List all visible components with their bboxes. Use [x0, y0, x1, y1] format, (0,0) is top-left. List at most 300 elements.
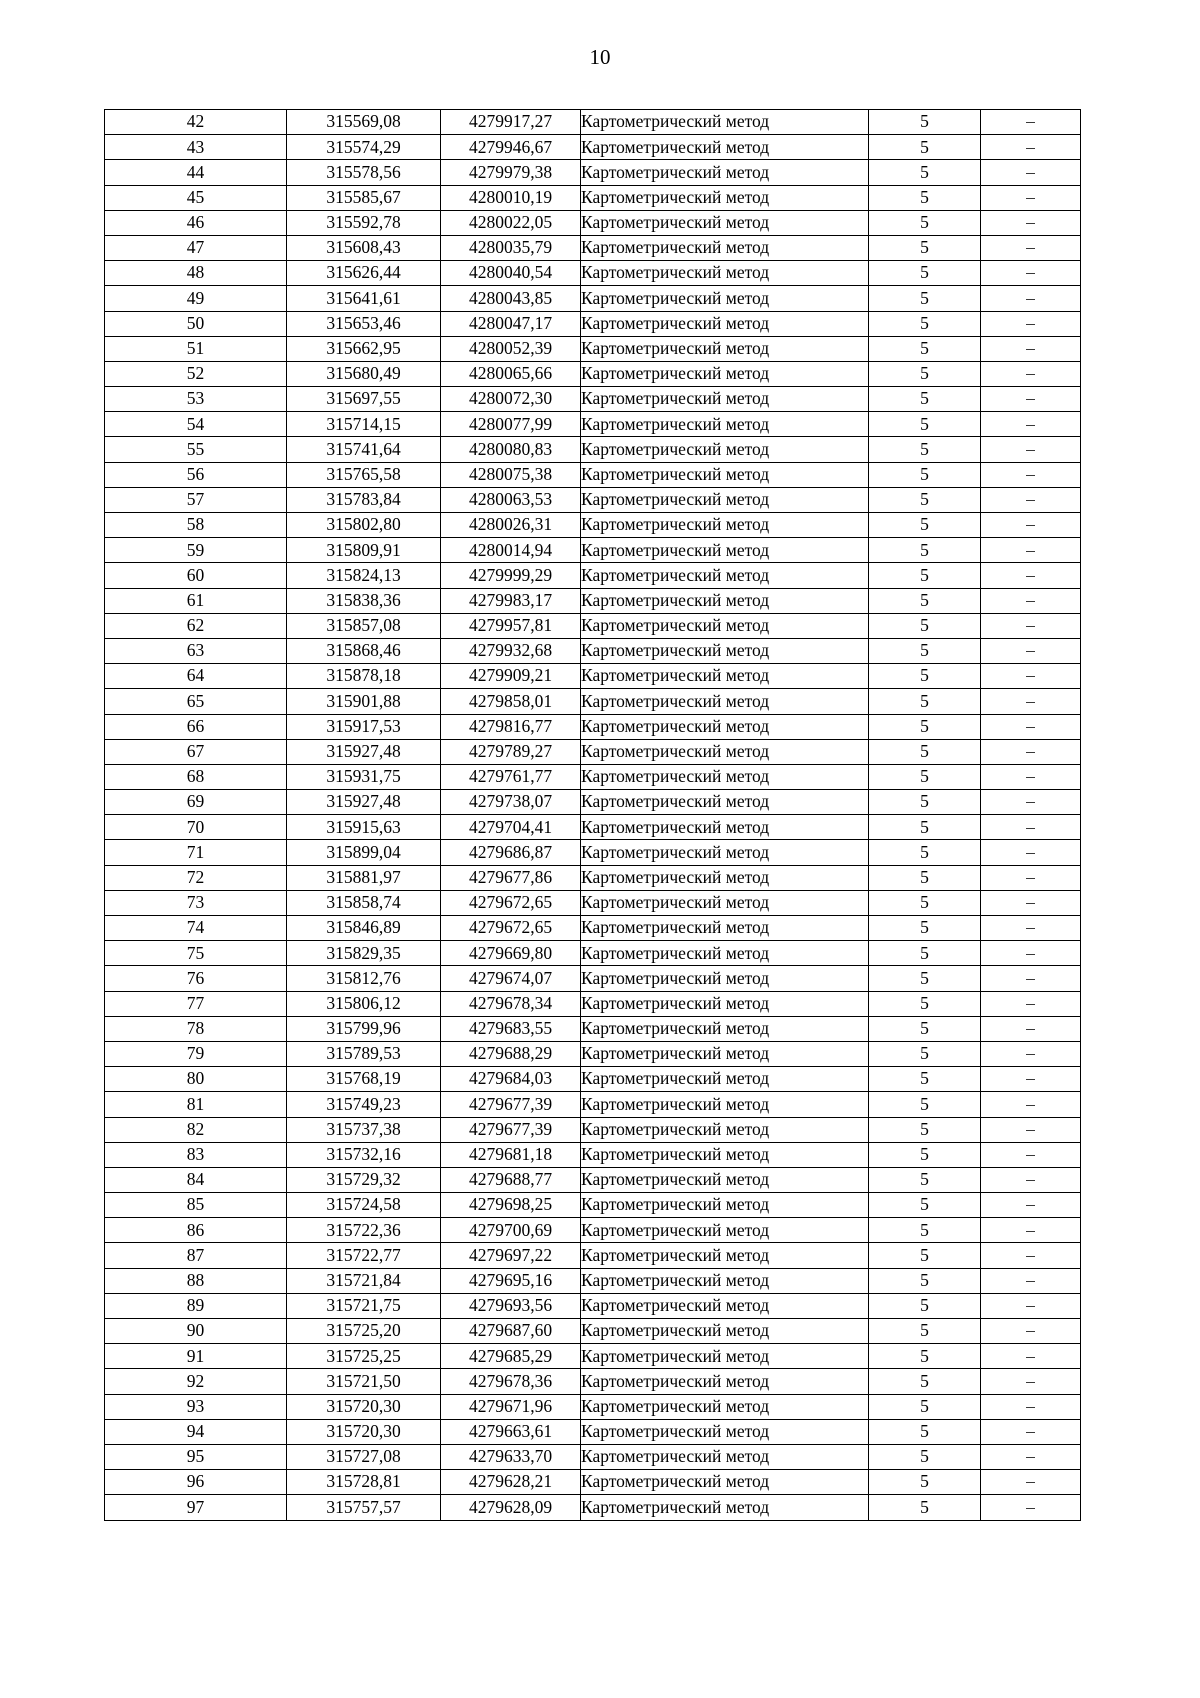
- table-row: [105, 462, 1081, 487]
- table-row: [105, 563, 1081, 588]
- x-coordinate-cell: 315729,32: [287, 1167, 441, 1192]
- table-row: [105, 311, 1081, 336]
- x-coordinate-cell: 315917,53: [287, 714, 441, 739]
- point-number-cell: 96: [105, 1470, 287, 1495]
- table-row: [105, 991, 1081, 1016]
- note-cell: –: [981, 1394, 1081, 1419]
- accuracy-cell: 5: [869, 538, 981, 563]
- method-cell: Картометрический метод: [581, 1369, 869, 1394]
- y-coordinate-cell: 4279683,55: [441, 1016, 581, 1041]
- note-cell: –: [981, 613, 1081, 638]
- accuracy-cell: 5: [869, 1142, 981, 1167]
- accuracy-cell: 5: [869, 1419, 981, 1444]
- y-coordinate-cell: 4280022,05: [441, 210, 581, 235]
- y-coordinate-cell: 4279672,65: [441, 916, 581, 941]
- method-cell: Картометрический метод: [581, 462, 869, 487]
- point-number-cell: 61: [105, 588, 287, 613]
- note-cell: –: [981, 1268, 1081, 1293]
- note-cell: –: [981, 1067, 1081, 1092]
- method-cell: Картометрический метод: [581, 1117, 869, 1142]
- point-number-cell: 53: [105, 387, 287, 412]
- table-row: [105, 941, 1081, 966]
- x-coordinate-cell: 315838,36: [287, 588, 441, 613]
- accuracy-cell: 5: [869, 1444, 981, 1469]
- accuracy-cell: 5: [869, 1117, 981, 1142]
- accuracy-cell: 5: [869, 1394, 981, 1419]
- point-number-cell: 78: [105, 1016, 287, 1041]
- x-coordinate-cell: 315721,75: [287, 1293, 441, 1318]
- point-number-cell: 69: [105, 790, 287, 815]
- x-coordinate-cell: 315578,56: [287, 160, 441, 185]
- y-coordinate-cell: 4280026,31: [441, 513, 581, 538]
- note-cell: –: [981, 790, 1081, 815]
- x-coordinate-cell: 315737,38: [287, 1117, 441, 1142]
- table-row: [105, 689, 1081, 714]
- table-row: [105, 1369, 1081, 1394]
- x-coordinate-cell: 315721,84: [287, 1268, 441, 1293]
- point-number-cell: 90: [105, 1319, 287, 1344]
- note-cell: –: [981, 1444, 1081, 1469]
- method-cell: Картометрический метод: [581, 160, 869, 185]
- y-coordinate-cell: 4280075,38: [441, 462, 581, 487]
- point-number-cell: 68: [105, 764, 287, 789]
- method-cell: Картометрический метод: [581, 412, 869, 437]
- x-coordinate-cell: 315802,80: [287, 513, 441, 538]
- y-coordinate-cell: 4279628,21: [441, 1470, 581, 1495]
- y-coordinate-cell: 4279695,16: [441, 1268, 581, 1293]
- note-cell: –: [981, 513, 1081, 538]
- x-coordinate-cell: 315931,75: [287, 764, 441, 789]
- method-cell: Картометрический метод: [581, 1470, 869, 1495]
- accuracy-cell: 5: [869, 1369, 981, 1394]
- y-coordinate-cell: 4279633,70: [441, 1444, 581, 1469]
- method-cell: Картометрический метод: [581, 538, 869, 563]
- table-row: [105, 538, 1081, 563]
- method-cell: Картометрический метод: [581, 991, 869, 1016]
- table-row: [105, 437, 1081, 462]
- point-number-cell: 82: [105, 1117, 287, 1142]
- method-cell: Картометрический метод: [581, 916, 869, 941]
- point-number-cell: 63: [105, 638, 287, 663]
- table-row: [105, 1394, 1081, 1419]
- point-number-cell: 97: [105, 1495, 287, 1520]
- accuracy-cell: 5: [869, 563, 981, 588]
- point-number-cell: 88: [105, 1268, 287, 1293]
- accuracy-cell: 5: [869, 966, 981, 991]
- x-coordinate-cell: 315722,36: [287, 1218, 441, 1243]
- accuracy-cell: 5: [869, 790, 981, 815]
- x-coordinate-cell: 315727,08: [287, 1444, 441, 1469]
- x-coordinate-cell: 315653,46: [287, 311, 441, 336]
- table-row: [105, 865, 1081, 890]
- method-cell: Картометрический метод: [581, 588, 869, 613]
- point-number-cell: 43: [105, 135, 287, 160]
- y-coordinate-cell: 4279678,36: [441, 1369, 581, 1394]
- point-number-cell: 76: [105, 966, 287, 991]
- table-row: [105, 664, 1081, 689]
- y-coordinate-cell: 4279669,80: [441, 941, 581, 966]
- accuracy-cell: 5: [869, 1495, 981, 1520]
- x-coordinate-cell: 315881,97: [287, 865, 441, 890]
- coordinates-table: [104, 109, 1081, 1521]
- table-row: [105, 210, 1081, 235]
- note-cell: –: [981, 966, 1081, 991]
- y-coordinate-cell: 4279761,77: [441, 764, 581, 789]
- x-coordinate-cell: 315725,20: [287, 1319, 441, 1344]
- point-number-cell: 87: [105, 1243, 287, 1268]
- accuracy-cell: 5: [869, 1067, 981, 1092]
- method-cell: Картометрический метод: [581, 1268, 869, 1293]
- method-cell: Картометрический метод: [581, 1193, 869, 1218]
- y-coordinate-cell: 4279684,03: [441, 1067, 581, 1092]
- y-coordinate-cell: 4279909,21: [441, 664, 581, 689]
- y-coordinate-cell: 4279686,87: [441, 840, 581, 865]
- x-coordinate-cell: 315829,35: [287, 941, 441, 966]
- y-coordinate-cell: 4280063,53: [441, 487, 581, 512]
- table-row: [105, 1142, 1081, 1167]
- accuracy-cell: 5: [869, 815, 981, 840]
- point-number-cell: 57: [105, 487, 287, 512]
- x-coordinate-cell: 315757,57: [287, 1495, 441, 1520]
- accuracy-cell: 5: [869, 261, 981, 286]
- accuracy-cell: 5: [869, 1470, 981, 1495]
- accuracy-cell: 5: [869, 664, 981, 689]
- method-cell: Картометрический метод: [581, 890, 869, 915]
- y-coordinate-cell: 4279677,39: [441, 1117, 581, 1142]
- accuracy-cell: 5: [869, 210, 981, 235]
- accuracy-cell: 5: [869, 1293, 981, 1318]
- method-cell: Картометрический метод: [581, 1016, 869, 1041]
- table-row: [105, 235, 1081, 260]
- x-coordinate-cell: 315812,76: [287, 966, 441, 991]
- accuracy-cell: 5: [869, 613, 981, 638]
- x-coordinate-cell: 315724,58: [287, 1193, 441, 1218]
- y-coordinate-cell: 4279677,39: [441, 1092, 581, 1117]
- y-coordinate-cell: 4279672,65: [441, 890, 581, 915]
- point-number-cell: 54: [105, 412, 287, 437]
- method-cell: Картометрический метод: [581, 865, 869, 890]
- note-cell: –: [981, 664, 1081, 689]
- point-number-cell: 46: [105, 210, 287, 235]
- x-coordinate-cell: 315765,58: [287, 462, 441, 487]
- y-coordinate-cell: 4279688,77: [441, 1167, 581, 1192]
- table-row: [105, 1117, 1081, 1142]
- y-coordinate-cell: 4280052,39: [441, 336, 581, 361]
- method-cell: Картометрический метод: [581, 1344, 869, 1369]
- note-cell: –: [981, 261, 1081, 286]
- table-row: [105, 815, 1081, 840]
- y-coordinate-cell: 4279687,60: [441, 1319, 581, 1344]
- table-row: [105, 513, 1081, 538]
- point-number-cell: 50: [105, 311, 287, 336]
- method-cell: Картометрический метод: [581, 1495, 869, 1520]
- note-cell: –: [981, 815, 1081, 840]
- note-cell: –: [981, 991, 1081, 1016]
- x-coordinate-cell: 315574,29: [287, 135, 441, 160]
- accuracy-cell: 5: [869, 840, 981, 865]
- accuracy-cell: 5: [869, 1193, 981, 1218]
- x-coordinate-cell: 315789,53: [287, 1041, 441, 1066]
- method-cell: Картометрический метод: [581, 487, 869, 512]
- accuracy-cell: 5: [869, 1218, 981, 1243]
- y-coordinate-cell: 4279932,68: [441, 638, 581, 663]
- point-number-cell: 89: [105, 1293, 287, 1318]
- note-cell: –: [981, 890, 1081, 915]
- point-number-cell: 91: [105, 1344, 287, 1369]
- table-row: [105, 336, 1081, 361]
- coordinates-table-body: [105, 110, 1081, 1521]
- table-row: [105, 412, 1081, 437]
- method-cell: Картометрический метод: [581, 437, 869, 462]
- accuracy-cell: 5: [869, 487, 981, 512]
- x-coordinate-cell: 315927,48: [287, 739, 441, 764]
- accuracy-cell: 5: [869, 437, 981, 462]
- table-row: [105, 1419, 1081, 1444]
- x-coordinate-cell: 315857,08: [287, 613, 441, 638]
- point-number-cell: 71: [105, 840, 287, 865]
- x-coordinate-cell: 315809,91: [287, 538, 441, 563]
- note-cell: –: [981, 235, 1081, 260]
- x-coordinate-cell: 315768,19: [287, 1067, 441, 1092]
- y-coordinate-cell: 4280014,94: [441, 538, 581, 563]
- x-coordinate-cell: 315868,46: [287, 638, 441, 663]
- x-coordinate-cell: 315915,63: [287, 815, 441, 840]
- x-coordinate-cell: 315714,15: [287, 412, 441, 437]
- method-cell: Картометрический метод: [581, 1041, 869, 1066]
- accuracy-cell: 5: [869, 387, 981, 412]
- point-number-cell: 56: [105, 462, 287, 487]
- x-coordinate-cell: 315858,74: [287, 890, 441, 915]
- y-coordinate-cell: 4279704,41: [441, 815, 581, 840]
- note-cell: –: [981, 361, 1081, 386]
- method-cell: Картометрический метод: [581, 764, 869, 789]
- x-coordinate-cell: 315846,89: [287, 916, 441, 941]
- y-coordinate-cell: 4279858,01: [441, 689, 581, 714]
- table-row: [105, 840, 1081, 865]
- point-number-cell: 74: [105, 916, 287, 941]
- method-cell: Картометрический метод: [581, 185, 869, 210]
- y-coordinate-cell: 4279674,07: [441, 966, 581, 991]
- point-number-cell: 80: [105, 1067, 287, 1092]
- y-coordinate-cell: 4279663,61: [441, 1419, 581, 1444]
- accuracy-cell: 5: [869, 185, 981, 210]
- y-coordinate-cell: 4279688,29: [441, 1041, 581, 1066]
- point-number-cell: 85: [105, 1193, 287, 1218]
- y-coordinate-cell: 4280077,99: [441, 412, 581, 437]
- x-coordinate-cell: 315749,23: [287, 1092, 441, 1117]
- point-number-cell: 94: [105, 1419, 287, 1444]
- note-cell: –: [981, 764, 1081, 789]
- method-cell: Картометрический метод: [581, 387, 869, 412]
- x-coordinate-cell: 315728,81: [287, 1470, 441, 1495]
- accuracy-cell: 5: [869, 311, 981, 336]
- table-row: [105, 764, 1081, 789]
- accuracy-cell: 5: [869, 991, 981, 1016]
- method-cell: Картометрический метод: [581, 613, 869, 638]
- y-coordinate-cell: 4279789,27: [441, 739, 581, 764]
- method-cell: Картометрический метод: [581, 790, 869, 815]
- note-cell: –: [981, 1016, 1081, 1041]
- method-cell: Картометрический метод: [581, 664, 869, 689]
- note-cell: –: [981, 588, 1081, 613]
- method-cell: Картометрический метод: [581, 1243, 869, 1268]
- x-coordinate-cell: 315899,04: [287, 840, 441, 865]
- note-cell: –: [981, 1041, 1081, 1066]
- y-coordinate-cell: 4279917,27: [441, 110, 581, 135]
- x-coordinate-cell: 315741,64: [287, 437, 441, 462]
- table-row: [105, 739, 1081, 764]
- table-row: [105, 1470, 1081, 1495]
- accuracy-cell: 5: [869, 1092, 981, 1117]
- note-cell: –: [981, 865, 1081, 890]
- table-row: [105, 1218, 1081, 1243]
- note-cell: –: [981, 487, 1081, 512]
- accuracy-cell: 5: [869, 412, 981, 437]
- table-row: [105, 1495, 1081, 1520]
- y-coordinate-cell: 4279983,17: [441, 588, 581, 613]
- y-coordinate-cell: 4279671,96: [441, 1394, 581, 1419]
- accuracy-cell: 5: [869, 865, 981, 890]
- point-number-cell: 81: [105, 1092, 287, 1117]
- method-cell: Картометрический метод: [581, 235, 869, 260]
- note-cell: –: [981, 462, 1081, 487]
- point-number-cell: 79: [105, 1041, 287, 1066]
- x-coordinate-cell: 315626,44: [287, 261, 441, 286]
- table-row: [105, 1167, 1081, 1192]
- method-cell: Картометрический метод: [581, 1092, 869, 1117]
- method-cell: Картометрический метод: [581, 1218, 869, 1243]
- note-cell: –: [981, 840, 1081, 865]
- accuracy-cell: 5: [869, 513, 981, 538]
- accuracy-cell: 5: [869, 160, 981, 185]
- accuracy-cell: 5: [869, 1344, 981, 1369]
- note-cell: –: [981, 1117, 1081, 1142]
- method-cell: Картометрический метод: [581, 739, 869, 764]
- point-number-cell: 70: [105, 815, 287, 840]
- point-number-cell: 73: [105, 890, 287, 915]
- point-number-cell: 83: [105, 1142, 287, 1167]
- note-cell: –: [981, 387, 1081, 412]
- y-coordinate-cell: 4280040,54: [441, 261, 581, 286]
- point-number-cell: 75: [105, 941, 287, 966]
- x-coordinate-cell: 315806,12: [287, 991, 441, 1016]
- method-cell: Картометрический метод: [581, 286, 869, 311]
- method-cell: Картометрический метод: [581, 135, 869, 160]
- method-cell: Картометрический метод: [581, 361, 869, 386]
- point-number-cell: 44: [105, 160, 287, 185]
- point-number-cell: 84: [105, 1167, 287, 1192]
- method-cell: Картометрический метод: [581, 336, 869, 361]
- table-row: [105, 1067, 1081, 1092]
- method-cell: Картометрический метод: [581, 1142, 869, 1167]
- x-coordinate-cell: 315680,49: [287, 361, 441, 386]
- x-coordinate-cell: 315927,48: [287, 790, 441, 815]
- note-cell: –: [981, 1167, 1081, 1192]
- table-row: [105, 1041, 1081, 1066]
- accuracy-cell: 5: [869, 638, 981, 663]
- accuracy-cell: 5: [869, 462, 981, 487]
- accuracy-cell: 5: [869, 135, 981, 160]
- point-number-cell: 60: [105, 563, 287, 588]
- accuracy-cell: 5: [869, 588, 981, 613]
- point-number-cell: 67: [105, 739, 287, 764]
- table-row: [105, 387, 1081, 412]
- method-cell: Картометрический метод: [581, 311, 869, 336]
- table-row: [105, 638, 1081, 663]
- x-coordinate-cell: 315720,30: [287, 1394, 441, 1419]
- table-row: [105, 890, 1081, 915]
- note-cell: –: [981, 1319, 1081, 1344]
- y-coordinate-cell: 4279678,34: [441, 991, 581, 1016]
- point-number-cell: 58: [105, 513, 287, 538]
- method-cell: Картометрический метод: [581, 1067, 869, 1092]
- method-cell: Картометрический метод: [581, 689, 869, 714]
- table-row: [105, 1319, 1081, 1344]
- table-row: [105, 1092, 1081, 1117]
- accuracy-cell: 5: [869, 764, 981, 789]
- point-number-cell: 92: [105, 1369, 287, 1394]
- accuracy-cell: 5: [869, 1268, 981, 1293]
- x-coordinate-cell: 315569,08: [287, 110, 441, 135]
- x-coordinate-cell: 315722,77: [287, 1243, 441, 1268]
- y-coordinate-cell: 4279697,22: [441, 1243, 581, 1268]
- note-cell: –: [981, 1419, 1081, 1444]
- note-cell: –: [981, 311, 1081, 336]
- y-coordinate-cell: 4279946,67: [441, 135, 581, 160]
- point-number-cell: 66: [105, 714, 287, 739]
- table-row: [105, 1293, 1081, 1318]
- point-number-cell: 42: [105, 110, 287, 135]
- note-cell: –: [981, 286, 1081, 311]
- accuracy-cell: 5: [869, 1041, 981, 1066]
- note-cell: –: [981, 437, 1081, 462]
- x-coordinate-cell: 315824,13: [287, 563, 441, 588]
- table-row: [105, 1193, 1081, 1218]
- accuracy-cell: 5: [869, 1319, 981, 1344]
- y-coordinate-cell: 4279693,56: [441, 1293, 581, 1318]
- point-number-cell: 77: [105, 991, 287, 1016]
- method-cell: Картометрический метод: [581, 513, 869, 538]
- y-coordinate-cell: 4279677,86: [441, 865, 581, 890]
- table-row: [105, 361, 1081, 386]
- x-coordinate-cell: 315878,18: [287, 664, 441, 689]
- note-cell: –: [981, 160, 1081, 185]
- x-coordinate-cell: 315697,55: [287, 387, 441, 412]
- method-cell: Картометрический метод: [581, 1319, 869, 1344]
- accuracy-cell: 5: [869, 1243, 981, 1268]
- accuracy-cell: 5: [869, 336, 981, 361]
- table-row: [105, 1344, 1081, 1369]
- accuracy-cell: 5: [869, 1167, 981, 1192]
- table-row: [105, 588, 1081, 613]
- note-cell: –: [981, 1218, 1081, 1243]
- accuracy-cell: 5: [869, 941, 981, 966]
- note-cell: –: [981, 110, 1081, 135]
- method-cell: Картометрический метод: [581, 1419, 869, 1444]
- method-cell: Картометрический метод: [581, 638, 869, 663]
- point-number-cell: 64: [105, 664, 287, 689]
- note-cell: –: [981, 638, 1081, 663]
- y-coordinate-cell: 4280010,19: [441, 185, 581, 210]
- accuracy-cell: 5: [869, 235, 981, 260]
- point-number-cell: 55: [105, 437, 287, 462]
- method-cell: Картометрический метод: [581, 261, 869, 286]
- method-cell: Картометрический метод: [581, 210, 869, 235]
- point-number-cell: 62: [105, 613, 287, 638]
- x-coordinate-cell: 315592,78: [287, 210, 441, 235]
- method-cell: Картометрический метод: [581, 110, 869, 135]
- note-cell: –: [981, 1369, 1081, 1394]
